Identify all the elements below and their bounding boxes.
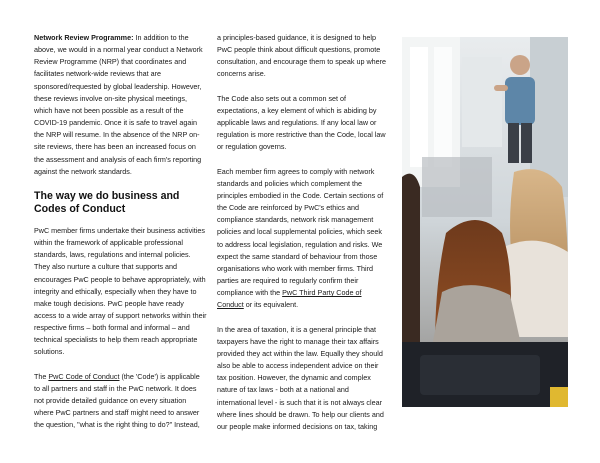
code-para-post: (the 'Code') is applicable to all partners and staff in the PwC network. It does not provide detailed guidance on every situation where PwC partners and staff might need to answer the question, "what is the right thing to do?" Instead,: [34, 371, 200, 430]
pwc-code-of-conduct-link[interactable]: PwC Code of Conduct: [48, 371, 120, 381]
member-para-pre: Each member firm agrees to comply with network standards and policies which complement the principles embodied in the Code. Certain sections of the Code are reinforced by PwC's ethics and compliance standards, network risk management policies and local supplemental policies, which seek to address local legislation, regulation and risks. We expect the same standard of behaviour from those organisations who work with member firms. Third parties are required to regularly confirm their compliance with the: [217, 166, 384, 298]
business-activities-paragraph: PwC member firms undertake their business activities within the framework of applicable professional standards, laws, regulations and internal policies. They also nurture a culture that supports and encourages PwC people to behave appropriately, with integrity and ethically, especially when they have to make tough decisions. PwC people have ready access to a wide array of support networks within their respective firms – both formal and informal – and technical specialists to help them reach appropriate solutions.: [34, 225, 207, 357]
left-text-column: [34, 32, 207, 432]
taxation-paragraph: In the area of taxation, it is a general principle that taxpayers have the right to manage their tax affairs provided they act within the law. Equally they should also be able to access independent advice on their tax position. However, the dynamic and complex nature of tax laws - both at a national and international level - is such that it is not always clear where lines should be drawn. To help our clients and our people make informed decisions on tax, taking: [217, 324, 384, 431]
middle-text-column: [217, 32, 389, 433]
audience-presentation-photo: [402, 37, 568, 407]
section-heading: The way we do business and Codes of Conduct: [34, 189, 180, 215]
code-of-conduct-paragraph: [34, 371, 207, 432]
principles-paragraph: a principles-based guidance, it is designed to help PwC people think about difficult questions, promote consultation, and encourage them to speak up where concerns arise.: [217, 33, 387, 79]
network-review-lead: Network Review Programme:: [34, 33, 134, 42]
network-review-paragraph: [34, 32, 207, 178]
code-para-pre: The: [34, 371, 49, 381]
network-review-body: In addition to the above, we would in a normal year conduct a Network Review Programme (NRP) that coordinates and facilitates network-wide reviews that are sponsored/requested by global leadership. However, these reviews involve on-site physical meetings, which have not been possible as a result of the COVID-19 pandemic. Once it is safe to travel again the NRP will resume. In the absence of the NRP on-site reviews, there has been an increased focus on the assessment and analysis of each firm's reporting against the network standards.: [34, 33, 203, 176]
expectations-paragraph: The Code also sets out a common set of expectations, a key element of which is abiding by applicable laws and regulations. If any local law or regulation is more restrictive than the Code, local law or regulation governs.: [217, 93, 386, 152]
member-para-post: or its equivalent.: [243, 300, 299, 310]
third-party-code-link[interactable]: PwC Third Party Code of Conduct: [217, 288, 362, 310]
member-firm-paragraph: [217, 166, 389, 312]
